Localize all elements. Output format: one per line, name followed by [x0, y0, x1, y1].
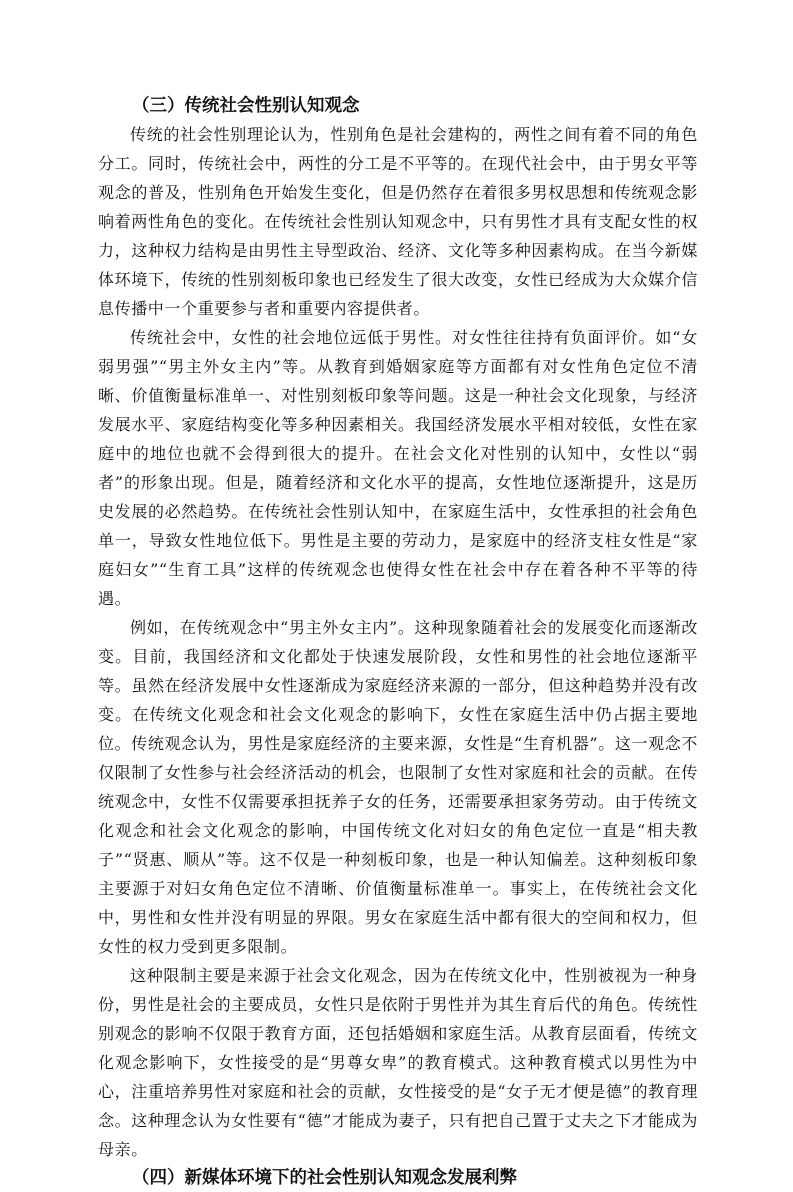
document-page	[98, 92, 698, 1192]
paragraph: 这种限制主要是来源于社会文化观念，因为在传统文化中，性别被视为一种身份，男性是社会的主要成员，女性只是依附于男性并为其生育后代的角色。传统性别观念的影响不仅限于教育方面，还包括婚姻和家庭生活。从教育层面看，传统文化观念影响下，女性接受的是“男尊女卑”的教育模式。这种教育模式以男性为中心，注重培养男性对家庭和社会的贡献，女性接受的是“女子无才便是德”的教育理念。这种理念认为女性要有“德”才能成为妻子，只有把自己置于丈夫之下才能成为母亲。	[98, 966, 698, 1159]
paragraph: 传统社会中，女性的社会地位远低于男性。对女性往往持有负面评价。如“女弱男强”“男主外女主内”等。从教育到婚姻家庭等方面都有对女性角色定位不清晰、价值衡量标准单一、对性别刻板印象等问题。这是一种社会文化现象，与经济发展水平、家庭结构变化等多种因素相关。我国经济发展水平相对较低，女性在家庭中的地位也就不会得到很大的提升。在社会文化对性别的认知中，女性以“弱者”的形象出现。但是，随着经济和文化水平的提高，女性地位逐渐提升，这是历史发展的必然趋势。在传统社会性别认知中，在家庭生活中，女性承担的社会角色单一，导致女性地位低下。男性是主要的劳动力，是家庭中的经济支柱女性是“家庭妇女”“生育工具”这样的传统观念也使得女性在社会中存在着各种不平等的待遇。	[98, 328, 698, 608]
paragraph: 例如，在传统观念中“男主外女主内”。这种现象随着社会的发展变化而逐渐改变。目前，我国经济和文化都处于快速发展阶段，女性和男性的社会地位逐渐平等。虽然在经济发展中女性逐渐成为家庭经济来源的一部分，但这种趋势并没有改变。在传统文化观念和社会文化观念的影响下，女性在家庭生活中仍占据主要地位。传统观念认为，男性是家庭经济的主要来源，女性是“生育机器”。这一观念不仅限制了女性参与社会经济活动的机会，也限制了女性对家庭和社会的贡献。在传统观念中，女性不仅需要承担抚养子女的任务，还需要承担家务劳动。由于传统文化观念和社会文化观念的影响，中国传统文化对妇女的角色定位一直是“相夫教子”“贤惠、顺从”等。这不仅是一种刻板印象，也是一种认知偏差。这种刻板印象主要源于对妇女角色定位不清晰、价值衡量标准单一。事实上，在传统社会文化中，男性和女性并没有明显的界限。男女在家庭生活中都有很大的空间和权力，但女性的权力受到更多限制。	[98, 618, 698, 956]
section-heading-3: （三）传统社会性别认知观念	[132, 96, 360, 116]
paragraph: 传统的社会性别理论认为，性别角色是社会建构的，两性之间有着不同的角色分工。同时，传统社会中，两性的分工是不平等的。在现代社会中，由于男女平等观念的普及，性别角色开始发生变化，但是仍然存在着很多男权思想和传统观念影响着两性角色的变化。在传统社会性别认知观念中，只有男性才具有支配女性的权力，这种权力结构是由男性主导型政治、经济、文化等多种因素构成。在当今新媒体环境下，传统的性别刻板印象也已经发生了很大改变，女性已经成为大众媒介信息传播中一个重要参与者和重要内容提供者。	[98, 125, 698, 318]
section-heading-4: （四）新媒体环境下的社会性别认知观念发展利弊	[132, 1168, 517, 1188]
